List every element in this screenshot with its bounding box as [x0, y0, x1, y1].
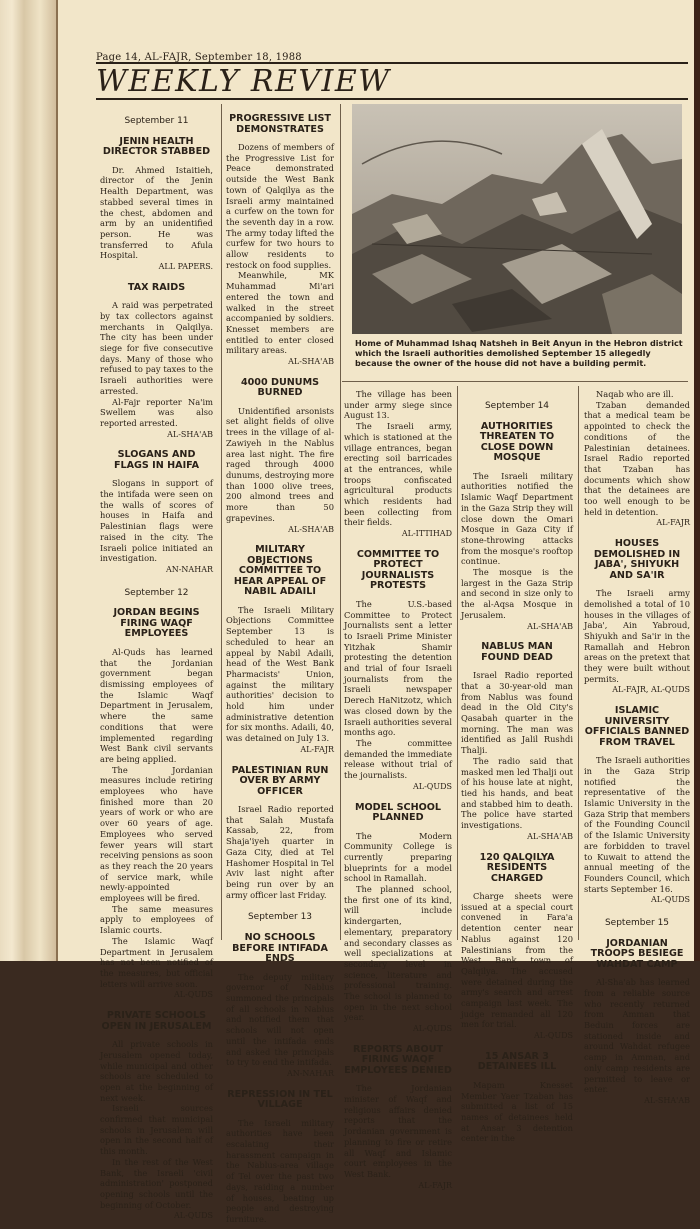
section-date: September 14	[484, 401, 550, 411]
article-paragraph: A raid was perpetrated by tax collectors against merchants in Qalqilya. The city has been under siege for five consecutive days. Many of those who refused to pay taxes to the Israeli authorities were arrested.	[100, 300, 213, 396]
news-article	[100, 283, 213, 441]
article-source: AL-SHA'AB	[644, 1095, 690, 1105]
news-article	[584, 539, 690, 696]
article-headline: COMMITTEE TO PROTECT JOURNALISTS PROTESTS	[356, 548, 440, 592]
news-article	[226, 766, 334, 901]
article-headline: ISLAMIC UNIVERSITY OFFICIALS BANNED FROM TRAVEL	[584, 705, 690, 748]
article-paragraph: Meanwhile, MK Muhammad Mi'ari entered the town and walked in the street accompanied by soldiers. Knesset members are entitled to enter closed military areas.	[226, 270, 334, 356]
article-source: AN-NAHAR	[286, 1068, 334, 1078]
article-paragraph: The Israeli military authorities have been escalating their harassment campaign in the Nablus-area village of Tel over the past two days, raiding a number of houses, beating up people and destroying furniture.	[226, 1117, 334, 1224]
article-paragraph: Unidentified arsonists set alight fields of olive trees in the village of al-Zawiyeh in the Nablus area last night. The fire raged through 4000 dunums, destroying more than 1000 olive trees, 200 almond trees and more than 50 grapevines.	[226, 405, 334, 523]
news-article	[344, 803, 452, 1035]
news-article	[226, 114, 334, 368]
news-article	[344, 1045, 452, 1192]
article-headline: AUTHORITIES THREATEN TO CLOSE DOWN MOSQUE	[479, 420, 555, 464]
article-source: AL-SHA'AB	[527, 621, 573, 631]
article-paragraph: Naqab who are ill.	[596, 389, 674, 399]
article-paragraph: The Jordanian measures include retiring employees who have finished more than 20 years of work or who are over 60 years of age. Employees who served fewer years will start receiving pensions as soon as they reach the 20 years of service mark, while newly-appointed employees will be fired.	[100, 764, 213, 904]
news-article	[100, 137, 213, 273]
article-paragraph: Al-Sha'ab has learned from a reliable source who recently returned from Amman that Beduin forces are stationed inside and around Wahdat refugee camp in Amman, and only camp residents are permitted to leave or enter.	[584, 977, 690, 1095]
article-paragraph: The Israeli Military Objections Committee September 13 is scheduled to hear an appeal by Nabil Adaili, head of the West Bank Pharmacists' Union, against the military authorities' decision to hold him under administrative detention for six months. Adaili, 40, was detained on July 13.	[226, 604, 334, 744]
column-4	[461, 389, 573, 1229]
article-headline: PALESTINIAN RUN OVER BY ARMY OFFICER	[231, 764, 329, 797]
column-1	[100, 104, 213, 1221]
article-headline: JORDANIAN TROOPS BESIEGE WAHDAT CAMP	[590, 937, 684, 970]
article-headline: 4000 DUNUMS BURNED	[240, 376, 320, 399]
article-paragraph: Dozens of members of the Progressive List for Peace demonstrated outside the West Bank town of Qalqilya as the Israeli army maintained a curfew on the town for the seventh day in a row. The army today lifted the curfew for two hours to allow residents to restock on food supplies.	[226, 142, 334, 270]
column-divider	[457, 386, 458, 940]
news-article	[226, 933, 334, 1080]
article-source: AL-SHA'AB	[527, 831, 573, 841]
photo-caption: Home of Muhammad Ishaq Natsheh in Beit Anyun in the Hebron district which the Israeli authorities demolished September 15 allegedly because the owner of the house did not have a building permit.	[355, 338, 683, 368]
section-date: September 11	[124, 116, 189, 126]
article-paragraph: The Islamic Waqf Department in Jerusalem has not been notified of the measures, but official letters will arrive soon.	[100, 935, 213, 989]
article-source: AL-QUDS	[413, 1024, 452, 1034]
article-headline: HOUSES DEMOLISHED IN JABA', SHIYUKH AND SA'IR	[593, 538, 681, 581]
article-headline: SLOGANS AND FLAGS IN HAIFA	[113, 449, 200, 471]
article-paragraph: Mapam Knesset Member Yaer Tzaban has submitted a list of 15 names of detainees held at Ansar 3 detention center in the	[461, 1079, 573, 1144]
column-3	[344, 389, 452, 1229]
article-headline: NO SCHOOLS BEFORE INTIFADA ENDS	[232, 932, 328, 965]
news-article	[226, 1090, 334, 1225]
news-article	[100, 608, 213, 1001]
section-date: September 13	[247, 912, 313, 923]
article-source: AL-QUDS	[534, 1031, 573, 1041]
news-article	[584, 939, 690, 1107]
book-binding	[0, 0, 58, 961]
section-date: September 15	[604, 918, 670, 929]
news-article	[226, 378, 334, 535]
news-article	[344, 389, 452, 540]
masthead-title: WEEKLY REVIEW	[96, 64, 391, 99]
article-paragraph: The mosque is the largest in the Gaza Strip and second in size only to the al-Aqsa Mosque in Jerusalem.	[461, 567, 573, 620]
article-source: AL-SHA'AB	[288, 524, 334, 534]
column-2	[226, 104, 334, 1224]
photo-divider	[342, 381, 688, 382]
article-headline: MODEL SCHOOL PLANNED	[354, 801, 442, 823]
article-source: AL-SHA'AB	[288, 357, 334, 367]
article-paragraph: Israeli sources confirmed that municipal schools in Jerusalem will open in the second half of this month.	[100, 1103, 213, 1157]
column-divider	[221, 104, 222, 940]
article-paragraph: The committee demanded the immediate release without trial of the journalists.	[344, 737, 452, 781]
masthead-rule	[96, 98, 688, 100]
article-paragraph: The Israeli army, which is stationed at the village entrances, began erecting soil barricades at the entrances, while troops confiscated agricultural products which residents had been collecting from their fields.	[344, 421, 452, 528]
article-source: AL-FAJR	[300, 744, 334, 754]
article-source: AL-FAJR	[656, 518, 690, 528]
article-source: AL-QUDS	[174, 1211, 213, 1221]
article-source: AL-QUDS	[651, 895, 690, 905]
page-header-line: Page 14, AL-FAJR, September 18, 1988	[96, 52, 302, 63]
article-paragraph: The planned school, the first one of its kind, will include kindergarten, elementary, preparatory and secondary classes as well specializations at secondary level in science, literature and professional training. The school is planned to open in the next school year.	[344, 884, 452, 1023]
article-source: AL-FAJR, AL-QUDS	[612, 685, 690, 695]
article-paragraph: The Modern Community College is currently preparing blueprints for a model school in Ramallah.	[344, 830, 452, 884]
article-paragraph: The village has been under army siege since August 13.	[344, 389, 452, 421]
article-source: AL-QUDS	[413, 781, 452, 791]
article-paragraph: In the rest of the West Bank, the Israeli 'civil administration' postponed opening schools until the beginning of October.	[100, 1156, 213, 1210]
section-date: September 12	[124, 587, 189, 598]
article-paragraph: Al-Quds has learned that the Jordanian government began dismissing employees of the Islamic Waqf Department in Jerusalem, where the same conditions that were implemented regarding West Bank civil servants are being applied.	[100, 646, 213, 764]
article-headline: NABLUS MAN FOUND DEAD	[481, 641, 553, 663]
news-article	[344, 550, 452, 793]
article-paragraph: Tzaban demanded that a medical team be appointed to check the conditions of the Palestinian detainees. Israel Radio reported that Tzaban has documents which show that the detainees are too well enough to be held in detention.	[584, 399, 690, 517]
column-divider	[578, 386, 579, 940]
article-headline: MILITARY OBJECTIONS COMMITTEE TO HEAR APPEAL OF NABIL ADAILI	[233, 544, 327, 598]
news-article	[584, 706, 690, 906]
article-paragraph: All private schools in Jerusalem opened today, while municipal and other schools are scheduled to open at the beginning of next week.	[100, 1039, 213, 1103]
page-edge	[694, 0, 700, 961]
article-paragraph: Dr. Ahmed Istaitieh, director of the Jenin Health Department, was stabbed several times in the chest, abdomen and arm by an unidentified person. He was transferred to Afula Hospital.	[100, 164, 213, 261]
article-source: AL-ITTIHAD	[401, 529, 452, 539]
article-headline: TAX RAIDS	[127, 281, 186, 293]
article-headline: PROGRESSIVE LIST DEMONSTRATES	[229, 113, 331, 135]
article-headline: 120 QALQILYA RESIDENTS CHARGED	[479, 851, 555, 884]
article-headline: 15 ANSAR 3 DETAINEES ILL	[477, 1050, 557, 1073]
article-paragraph: The Israeli authorities in the Gaza Strip notified the representative of the Islamic University in the Gaza Strip that members of the Founding Council of the Islamic University are forbidden to travel to Kuwait to attend the annual meeting of the Founders Council, which starts September 16.	[584, 755, 690, 894]
news-article	[461, 422, 573, 633]
article-paragraph: Israel Radio reported that a 30-year-old man from Nablus was found dead in the Old City's Qasabah quarter in the morning. The man was identified as Jalil Rushdi Thalji.	[461, 670, 573, 756]
article-headline: REPORTS ABOUT FIRING WAQF EMPLOYEES DENIED	[344, 1043, 452, 1076]
article-paragraph: The same measures apply to employees of Islamic courts.	[100, 903, 213, 936]
article-paragraph: The radio said that masked men led Thalji out of his house late at night, tied his hands, and beat and stabbed him to death. The police have started investigations.	[461, 755, 573, 831]
article-paragraph: Al-Fajr reporter Na'im Swellem was also reported arrested.	[100, 396, 213, 428]
article-source: AL-FAJR	[418, 1180, 452, 1190]
column-5	[584, 389, 690, 1229]
article-headline: REPRESSION IN TEL VILLAGE	[227, 1088, 333, 1111]
article-paragraph: The Jordanian minister of Waqf and religious affairs denied reports that the Jordanian government is planning to fire or retire all Waqf and Islamic court employees in the West Bank.	[344, 1083, 452, 1179]
news-article	[100, 450, 213, 575]
article-source: AL-QUDS	[174, 990, 213, 1000]
article-headline: PRIVATE SCHOOLS OPEN IN JERUSALEM	[101, 1010, 212, 1032]
news-article	[461, 1052, 573, 1144]
news-article	[461, 853, 573, 1042]
column-divider	[340, 104, 341, 940]
article-paragraph: Israel Radio reported that Salah Mustafa Kassab, 22, from Shaja'iyeh quarter in Gaza City, died at Tel Hashomer Hospital in Tel Aviv last night after being run over by an army officer last Friday.	[226, 804, 334, 900]
rubble-image	[352, 104, 682, 334]
article-paragraph: The U.S.-based Committee to Protect Journalists sent a letter to Israeli Prime Minister Yitzhak Shamir protesting the detention and trial of four Israeli journalists from the Israeli newspaper Derech HaNitzotz, which was closed down by the Israeli authorities several months ago.	[344, 598, 453, 738]
demolished-house-photo	[352, 104, 682, 334]
article-source: ALL PAPERS.	[158, 262, 213, 272]
article-paragraph: The Israeli army demolished a total of 10 houses in the villages of Jaba', Ain Yabroud, Shiyukh and Sa'ir in the Ramallah and Hebron areas on the pretext that they were built without permits.	[584, 588, 690, 684]
article-headline: JORDAN BEGINS FIRING WAQF EMPLOYEES	[113, 607, 200, 640]
article-source: AN-NAHAR	[165, 565, 213, 574]
news-article	[584, 389, 690, 529]
article-paragraph: The Israeli military authorities notified the Islamic Waqf Department in the Gaza Strip they will close down the Omari Mosque in Gaza City if stone-throwing attacks from the mosque's rooftop continue.	[461, 470, 573, 567]
article-paragraph: The deputy military governor of Nablus summoned the principals of all schools in Nablus and notified them that schools will not open until the intifada ends and asked the principals to try to end the intifada.	[226, 971, 334, 1068]
news-article	[226, 545, 334, 755]
article-paragraph: Charge sheets were issued at a special court convened in Fara'a detention center near Nablus against 120 Palestinians from the West Bank town of Qalqilya. The accused were detained during the army's search and arrest campaign last week. The judge remanded all 120 men for trial.	[461, 891, 573, 1030]
article-paragraph: Slogans in support of the intifada were seen on the walls of scores of houses in Haifa and Palestinian flags were raised in the city. The Israeli police initiated an investigation.	[100, 478, 213, 564]
article-headline: JENIN HEALTH DIRECTOR STABBED	[102, 135, 211, 158]
news-article	[461, 642, 573, 842]
news-article	[100, 1011, 213, 1222]
article-source: AL-SHA'AB	[167, 429, 213, 439]
